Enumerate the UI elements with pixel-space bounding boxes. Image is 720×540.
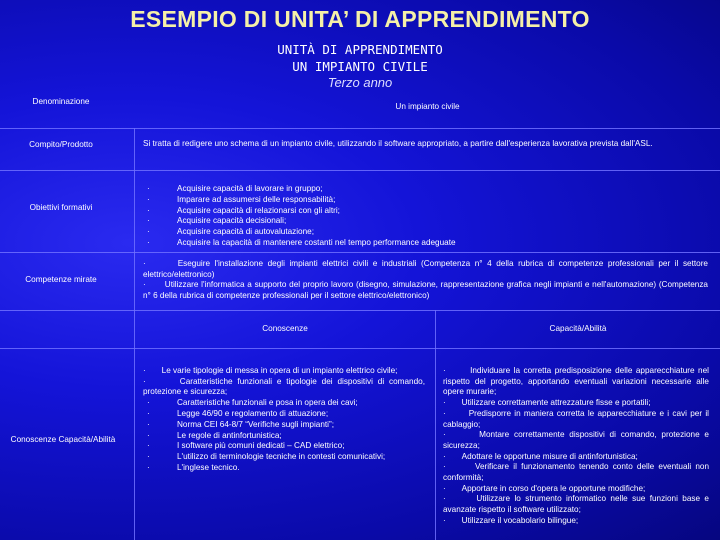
- conoscenza-item: · Caratteristiche funzionali e posa in opera dei cavi;: [147, 398, 358, 408]
- conoscenza-item: · Caratteristiche funzionali e tipologie dei dispositivi di comando, protezione e sicurezza;: [143, 376, 425, 397]
- capacita-item: · Utilizzare correttamente attrezzature fisse e portatili;: [443, 398, 651, 408]
- rule-left-column: [134, 128, 135, 540]
- conoscenza-item: · L'inglese tecnico.: [147, 462, 240, 472]
- capacita-item: · Apportare in corso d'opera le opportune modifiche;: [443, 483, 646, 493]
- obiettivo-item: · Acquisire capacità di relazionarsi con gli altri;: [147, 205, 340, 215]
- obiettivo-item: · Acquisire capacità decisionali;: [147, 216, 287, 226]
- rule-mid-column: [435, 310, 436, 540]
- conoscenza-item: · Le regole di antinfortunistica;: [147, 430, 282, 440]
- rule-compito: [0, 170, 720, 171]
- label-obiettivi: Obiettivi formativi: [29, 203, 93, 212]
- capacita-item: · Verificare il funzionamento tenendo conto delle eventuali non conformità;: [443, 462, 709, 483]
- rule-obiettivi: [0, 252, 720, 253]
- subtitle-year: Terzo anno: [327, 75, 393, 90]
- capacita-item: · Adottare le opportune misure di antinfortunistica;: [443, 451, 638, 461]
- capacita-item: · Predisporre in maniera corretta le apparecchiature e i cavi per il cablaggio;: [443, 408, 709, 429]
- label-compito: Compito/Prodotto: [29, 140, 93, 149]
- obiettivo-item: · Acquisire la capacità di mantenere costanti nel tempo performance adeguate: [147, 237, 456, 247]
- header-capacita: Capacità/Abilità: [549, 324, 607, 333]
- capacita-item: · Utilizzare lo strumento informatico nelle sue funzioni base e avanzate rispetto il software utilizzato;: [443, 494, 709, 515]
- label-conoscenze-capacita: Conoscenze Capacità/Abilità: [10, 435, 116, 444]
- rule-colheads: [0, 348, 720, 349]
- conoscenza-item: · L'utilizzo di terminologie tecniche in contesti comunicativi;: [147, 452, 386, 462]
- list-conoscenze: [143, 366, 425, 474]
- obiettivo-item: · Acquisire capacità di autovalutazione;: [147, 227, 314, 237]
- header-conoscenze: Conoscenze: [262, 324, 308, 333]
- conoscenza-item: · Legge 46/90 e regolamento di attuazione;: [147, 408, 329, 418]
- label-denominazione: Denominazione: [32, 97, 90, 106]
- list-capacita: [443, 366, 709, 527]
- conoscenza-item: · Le varie tipologie di messa in opera di un impianto elettrico civile;: [143, 366, 398, 375]
- capacita-item: · Utilizzare il vocabolario bilingue;: [443, 515, 579, 525]
- subtitle-unit: UNITÀ DI APPRENDIMENTO: [277, 42, 443, 57]
- obiettivo-item: · Acquisire capacità di lavorare in gruppo;: [147, 184, 323, 193]
- rule-competenze: [0, 310, 720, 311]
- competenza-item: · Utilizzare l'informatica a supporto del proprio lavoro (disegno, simulazione, rappresentazione grafica negli impianti e nell'automazione) (Competenza n° 6 della rubrica di competenze professionali per il settore elettrico/elettronico): [143, 280, 708, 301]
- list-obiettivi: [143, 184, 708, 249]
- capacita-item: · Individuare la corretta predisposizione delle apparecchiature nel rispetto del progetto, apportando eventuali variazioni necessarie alle opere murarie;: [443, 366, 709, 397]
- capacita-item: · Montare correttamente dispositivi di comando, protezione e sicurezza;: [443, 430, 709, 450]
- subtitle-topic: UN IMPIANTO CIVILE: [292, 59, 428, 74]
- page-title: ESEMPIO DI UNITA’ DI APPRENDIMENTO: [130, 6, 590, 32]
- rule-top: [0, 128, 720, 129]
- value-compito: Si tratta di redigere uno schema di un impianto civile, utilizzando il software appropriato, a partire dall'esperienza lavorativa prevista dall'ASL.: [143, 139, 653, 148]
- list-competenze: [143, 259, 708, 302]
- conoscenza-item: · Norma CEI 64-8/7 “Verifiche sugli impianti”;: [147, 419, 334, 429]
- conoscenza-item: · I software più comuni dedicati – CAD elettrico;: [147, 441, 345, 451]
- obiettivo-item: · Imparare ad assumersi delle responsabilità;: [147, 194, 336, 204]
- label-competenze: Competenze mirate: [25, 275, 97, 284]
- value-denominazione: Un impianto civile: [395, 102, 460, 111]
- competenza-item: · Eseguire l'installazione degli impianti elettrici civili e industriali (Competenza n° 4 della rubrica di competenze professionali per il settore elettrico/elettronico): [143, 259, 708, 279]
